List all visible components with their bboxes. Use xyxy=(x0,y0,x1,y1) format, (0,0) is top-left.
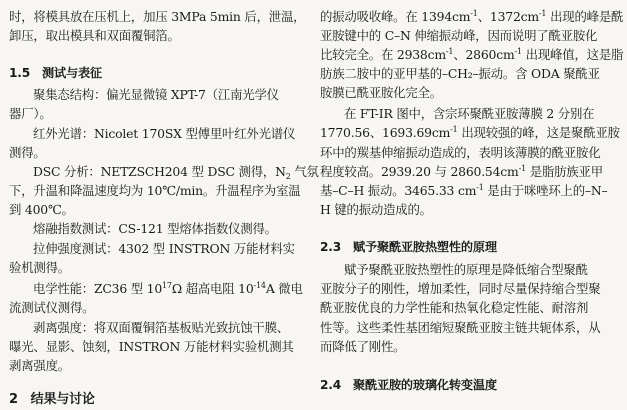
text-line: 胺膜已酰亚胺化完全。 xyxy=(320,85,442,100)
text-line: 电学性能：ZC36 型 $10^{17}\Omega$ 超高电阻 $10^{-14}A$ 微电 xyxy=(33,281,303,296)
text-line: 拉伸强度测试：4302 型 INSTRON 万能材料实 xyxy=(33,241,295,256)
text-line: 程度较高。2939.20 与 $2860.54cm^{-1}$ 是脂肪族亚甲 xyxy=(320,164,603,179)
text-line: 下，升温和降温速度均为 10℃/min。升温程序为室温 xyxy=(9,183,301,198)
text-line: 在 FT-IR 图中，含宗环聚酰亚胺薄膜 2 分别在 xyxy=(344,106,595,121)
text-line: 赋予聚酰亚胺热塑性的原理是降低缩合型聚酰 xyxy=(344,262,588,277)
text-line: 的振动吸收峰。在 $1394cm^{-1}$、$1372cm^{-1}$ 出现的峰是酰 xyxy=(320,9,624,24)
section-heading-2: 2 结果与讨论 xyxy=(9,392,95,407)
text-line: 酰亚胺优良的力学性能和热氧化稳定性能、耐溶剂 xyxy=(320,300,589,315)
text-line: 器厂）。 xyxy=(9,106,52,121)
text-line: DSC 分析：NETZSCH204 型 DSC 测得，$N_2$ 气氛 xyxy=(33,164,319,181)
text-line: 熔融指数测试：CS-121 型熔体指数仪测得。 xyxy=(33,221,277,236)
section-heading-2-3: 2.3 赋予聚酰亚胺热塑性的原理 xyxy=(320,240,497,254)
text-line: 基–C–H 振动。3465.33 $cm^{-1}$ 是由于咪唑环上的–N– xyxy=(320,183,608,198)
text-line: 验机测得。 xyxy=(9,260,70,275)
text-line: 曝光、显影、蚀刻，INSTRON 万能材料实验机测其 xyxy=(9,339,294,354)
text-line: 肪族二胺中的亚甲基的–CH₂–振动。含 ODA 聚酰亚 xyxy=(320,66,600,81)
text-line: 性等。这些柔性基团缩短聚酰亚胺主链共轭体系，从 xyxy=(320,320,601,335)
text-line: 亚胺分子的刚性，增加柔性，同时尽量保持缩合型聚 xyxy=(320,281,601,296)
text-line: 而降低了刚性。 xyxy=(320,339,406,354)
text-line: 到 400℃。 xyxy=(9,202,74,217)
text-line: 聚集态结构：偏光显微镜 XPT-7（江南光学仪 xyxy=(33,87,279,102)
text-line: 时，将模具放在压机上，加压 3MPa 5min 后，泄温， xyxy=(9,9,306,24)
text-line: 剥离强度。 xyxy=(9,358,70,373)
text-line: 比较完全。在 $2938cm^{-1}$、$2860cm^{-1}$ 出现峰值，这是脂 xyxy=(320,47,624,62)
text-line: 亚胺键中的 C–N 伸缩振动峰，因而说明了酰亚胺化 xyxy=(320,28,598,43)
text-line: 1770.56、$1693.69cm^{-1}$ 出现较强的峰，这是聚酰亚胺 xyxy=(320,125,620,140)
section-heading-1-5: 1.5 测试与表征 xyxy=(9,66,102,80)
text-line: 红外光谱：Nicolet 170SX 型傅里叶红外光谱仪 xyxy=(33,126,296,141)
text-line: 剥离强度：将双面覆铜箔基板贴光致抗蚀干膜、 xyxy=(33,320,290,335)
text-line: 环中的羰基伸缩振动造成的，表明该薄膜的酰亚胺化 xyxy=(320,145,601,160)
text-line: 流测试仪测得。 xyxy=(9,300,95,315)
text-line: H 键的振动造成的。 xyxy=(320,202,432,217)
text-line: 卸压，取出模具和双面覆铜箔。 xyxy=(9,28,180,43)
section-heading-2-4: 2.4 聚酰亚胺的玻璃化转变温度 xyxy=(320,378,497,392)
text-line: 测得。 xyxy=(9,145,46,160)
